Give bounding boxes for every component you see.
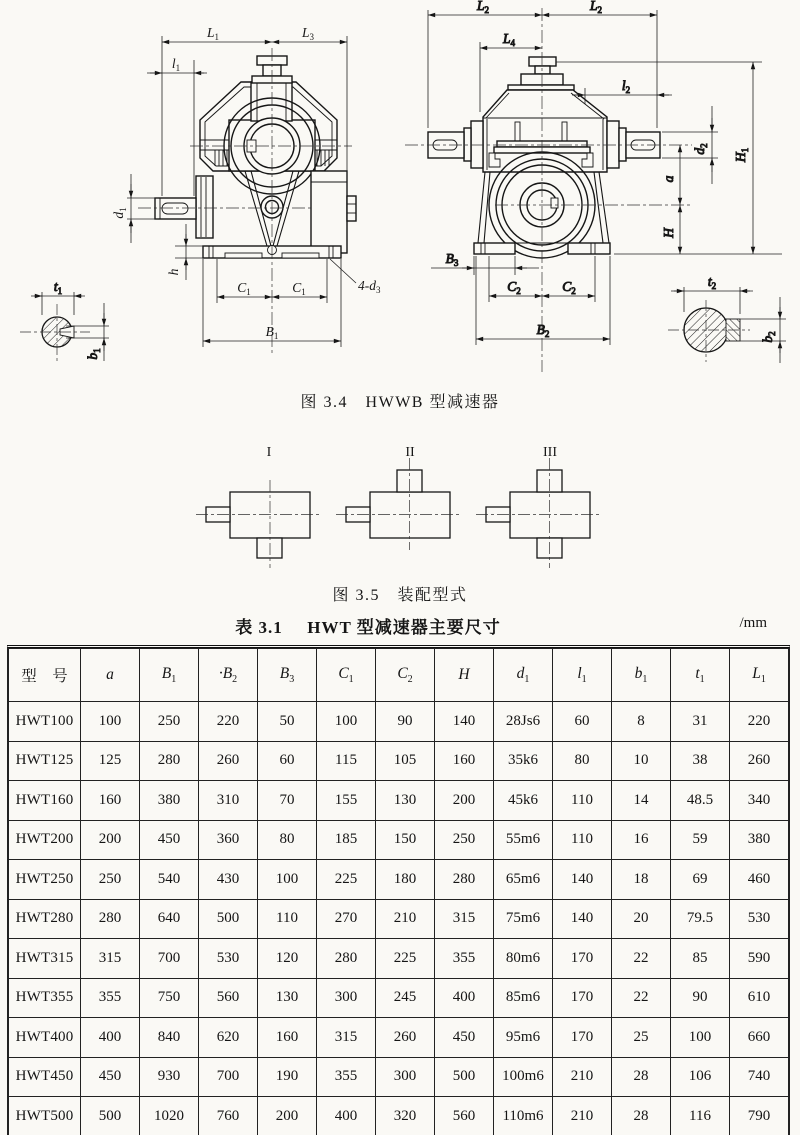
value-cell: 95m6 [494,1018,553,1058]
value-cell: 300 [317,978,376,1018]
value-cell: 170 [553,978,612,1018]
column-header: $b_1$ [612,649,671,702]
value-cell: 110m6 [494,1097,553,1135]
column-header: $C_2$ [376,649,435,702]
value-cell: 106 [671,1057,730,1097]
value-cell: 85 [671,939,730,979]
table-title-row [0,613,800,639]
value-cell: 260 [730,741,789,781]
value-cell: 140 [553,899,612,939]
column-header: $\cdot B_2$ [199,649,258,702]
value-cell: 10 [612,741,671,781]
value-cell: 450 [140,820,199,860]
value-cell: 760 [199,1097,258,1135]
value-cell: 250 [81,860,140,900]
value-cell: 225 [376,939,435,979]
table-row [9,860,789,900]
value-cell: 31 [671,702,730,742]
value-cell: 250 [435,820,494,860]
table-row [9,939,789,979]
figure-3-4-drawing [0,0,800,385]
value-cell: 18 [612,860,671,900]
value-cell: 280 [317,939,376,979]
value-cell: 22 [612,939,671,979]
value-cell: 450 [81,1057,140,1097]
table-row [9,702,789,742]
value-cell: 315 [435,899,494,939]
value-cell: 100m6 [494,1057,553,1097]
value-cell: 60 [553,702,612,742]
value-cell: 110 [553,781,612,821]
column-header: a [81,649,140,702]
table-row [9,1057,789,1097]
value-cell: 130 [376,781,435,821]
value-cell: 210 [553,1097,612,1135]
value-cell: 530 [199,939,258,979]
figure-3-5-drawing [0,430,800,582]
value-cell: 160 [258,1018,317,1058]
column-header: 型 号 [9,649,81,702]
value-cell: 540 [140,860,199,900]
value-cell: 360 [199,820,258,860]
value-cell: 100 [317,702,376,742]
value-cell: 400 [81,1018,140,1058]
value-cell: 245 [376,978,435,1018]
assembly-type-3-label: III [543,445,557,460]
value-cell: 35k6 [494,741,553,781]
value-cell: 210 [376,899,435,939]
figure-3-5-caption: 图 3.5 装配型式 [332,587,468,604]
column-header: $B_3$ [258,649,317,702]
dim-label-b2: $b_2$ [760,331,777,343]
value-cell: 130 [258,978,317,1018]
dim-label-b1: $b_1$ [85,348,102,360]
value-cell: 560 [435,1097,494,1135]
value-cell: 355 [81,978,140,1018]
value-cell: 200 [81,820,140,860]
value-cell: 28 [612,1097,671,1135]
value-cell: 200 [435,781,494,821]
column-header: H [435,649,494,702]
table-row [9,820,789,860]
value-cell: 280 [140,741,199,781]
value-cell: 100 [671,1018,730,1058]
table-number: 表 3.1 [235,618,283,637]
model-cell: HWT125 [9,741,81,781]
value-cell: 140 [435,702,494,742]
value-cell: 700 [140,939,199,979]
dim-label-C1-left: $C_1$ [237,280,251,297]
value-cell: 270 [317,899,376,939]
dimensions-table-wrapper [7,645,790,1135]
value-cell: 14 [612,781,671,821]
value-cell: 25 [612,1018,671,1058]
value-cell: 48.5 [671,781,730,821]
dim-label-L1: $L_1$ [206,25,220,42]
value-cell: 69 [671,860,730,900]
column-header: $B_1$ [140,649,199,702]
model-cell: HWT355 [9,978,81,1018]
value-cell: 260 [199,741,258,781]
dim-label-H1: $H_1$ [733,147,750,163]
value-cell: 125 [81,741,140,781]
dimensions-table [8,648,789,1135]
value-cell: 160 [435,741,494,781]
value-cell: 140 [553,860,612,900]
value-cell: 930 [140,1057,199,1097]
value-cell: 20 [612,899,671,939]
value-cell: 55m6 [494,820,553,860]
value-cell: 80m6 [494,939,553,979]
dim-label-B3: $B_3$ [445,251,459,268]
value-cell: 790 [730,1097,789,1135]
value-cell: 60 [258,741,317,781]
value-cell: 320 [376,1097,435,1135]
dim-label-C2-right: $C_2$ [562,279,576,296]
value-cell: 75m6 [494,899,553,939]
value-cell: 170 [553,939,612,979]
value-cell: 170 [553,1018,612,1058]
value-cell: 28 [612,1057,671,1097]
dim-label-h: h [166,268,181,276]
table-title-text: HWT 型减速器主要尺寸 [307,618,501,637]
assembly-diagram-1 [196,445,322,568]
value-cell: 155 [317,781,376,821]
value-cell: 380 [730,820,789,860]
value-cell: 560 [199,978,258,1018]
value-cell: 116 [671,1097,730,1135]
value-cell: 355 [317,1057,376,1097]
value-cell: 315 [317,1018,376,1058]
value-cell: 700 [199,1057,258,1097]
value-cell: 70 [258,781,317,821]
value-cell: 100 [81,702,140,742]
model-cell: HWT200 [9,820,81,860]
table-row [9,899,789,939]
value-cell: 110 [258,899,317,939]
dim-label-B1: $B_1$ [265,324,279,341]
value-cell: 450 [435,1018,494,1058]
assembly-type-1-label: I [266,445,272,460]
value-cell: 79.5 [671,899,730,939]
assembly-type-2-label: II [405,445,415,460]
value-cell: 300 [376,1057,435,1097]
dim-label-l1: $l_1$ [171,56,181,73]
value-cell: 315 [81,939,140,979]
value-cell: 590 [730,939,789,979]
model-cell: HWT400 [9,1018,81,1058]
value-cell: 225 [317,860,376,900]
figure-3-4-caption: 图 3.4 HWWB 型减速器 [300,394,500,411]
table-unit: /mm [739,615,767,631]
value-cell: 620 [199,1018,258,1058]
input-shaft-section [20,279,109,362]
value-cell: 260 [376,1018,435,1058]
value-cell: 400 [317,1097,376,1135]
value-cell: 400 [435,978,494,1018]
table-row [9,1018,789,1058]
dim-label-B2: $B_2$ [536,322,550,339]
value-cell: 610 [730,978,789,1018]
value-cell: 500 [435,1057,494,1097]
model-cell: HWT315 [9,939,81,979]
table-row [9,1097,789,1135]
value-cell: 180 [376,860,435,900]
bolt-holes-callout: $4-d_3$ [358,278,381,295]
table-header-row [9,649,789,702]
value-cell: 250 [140,702,199,742]
dim-label-t1: $t_1$ [53,279,63,296]
table-row [9,781,789,821]
value-cell: 220 [199,702,258,742]
model-cell: HWT160 [9,781,81,821]
dim-label-L2-left: $L_2$ [476,0,490,15]
column-header: $l_1$ [553,649,612,702]
value-cell: 120 [258,939,317,979]
dim-label-d1: $d_1$ [111,207,128,219]
value-cell: 85m6 [494,978,553,1018]
column-header: $d_1$ [494,649,553,702]
value-cell: 220 [730,702,789,742]
value-cell: 1020 [140,1097,199,1135]
dim-label-C1-right: $C_1$ [292,280,306,297]
value-cell: 210 [553,1057,612,1097]
value-cell: 460 [730,860,789,900]
table-row [9,741,789,781]
column-header: $L_1$ [730,649,789,702]
assembly-diagram-3 [476,445,602,568]
value-cell: 840 [140,1018,199,1058]
value-cell: 28Js6 [494,702,553,742]
value-cell: 59 [671,820,730,860]
model-cell: HWT500 [9,1097,81,1135]
dim-label-t2: $t_2$ [707,274,717,291]
value-cell: 530 [730,899,789,939]
dim-label-C2-left: $C_2$ [507,279,521,296]
value-cell: 80 [553,741,612,781]
dim-label-L2-right: $L_2$ [589,0,603,15]
table-row [9,978,789,1018]
value-cell: 185 [317,820,376,860]
value-cell: 430 [199,860,258,900]
value-cell: 16 [612,820,671,860]
model-cell: HWT250 [9,860,81,900]
side-view [405,0,782,372]
column-header: $t_1$ [671,649,730,702]
value-cell: 45k6 [494,781,553,821]
value-cell: 190 [258,1057,317,1097]
value-cell: 22 [612,978,671,1018]
column-header: $C_1$ [317,649,376,702]
value-cell: 340 [730,781,789,821]
value-cell: 160 [81,781,140,821]
model-cell: HWT450 [9,1057,81,1097]
table-title [0,613,736,638]
model-cell: HWT280 [9,899,81,939]
dim-label-H: H [661,228,676,238]
dim-label-a: a [661,175,676,183]
front-view [111,25,381,356]
value-cell: 80 [258,820,317,860]
value-cell: 150 [376,820,435,860]
value-cell: 105 [376,741,435,781]
value-cell: 90 [671,978,730,1018]
table-body [9,702,789,1135]
value-cell: 280 [435,860,494,900]
value-cell: 750 [140,978,199,1018]
value-cell: 500 [81,1097,140,1135]
value-cell: 355 [435,939,494,979]
value-cell: 280 [81,899,140,939]
dim-label-l2: $l_2$ [621,78,631,95]
value-cell: 660 [730,1018,789,1058]
assembly-diagram-2 [336,445,462,550]
value-cell: 90 [376,702,435,742]
value-cell: 8 [612,702,671,742]
value-cell: 200 [258,1097,317,1135]
value-cell: 100 [258,860,317,900]
value-cell: 310 [199,781,258,821]
value-cell: 50 [258,702,317,742]
dim-label-d2: $d_2$ [692,143,709,155]
value-cell: 65m6 [494,860,553,900]
output-shaft-section [668,274,786,363]
value-cell: 110 [553,820,612,860]
dim-label-L3: $L_3$ [301,25,315,42]
value-cell: 380 [140,781,199,821]
value-cell: 115 [317,741,376,781]
model-cell: HWT100 [9,702,81,742]
value-cell: 38 [671,741,730,781]
value-cell: 500 [199,899,258,939]
value-cell: 640 [140,899,199,939]
dim-label-L4: $L_4$ [502,31,516,48]
value-cell: 740 [730,1057,789,1097]
